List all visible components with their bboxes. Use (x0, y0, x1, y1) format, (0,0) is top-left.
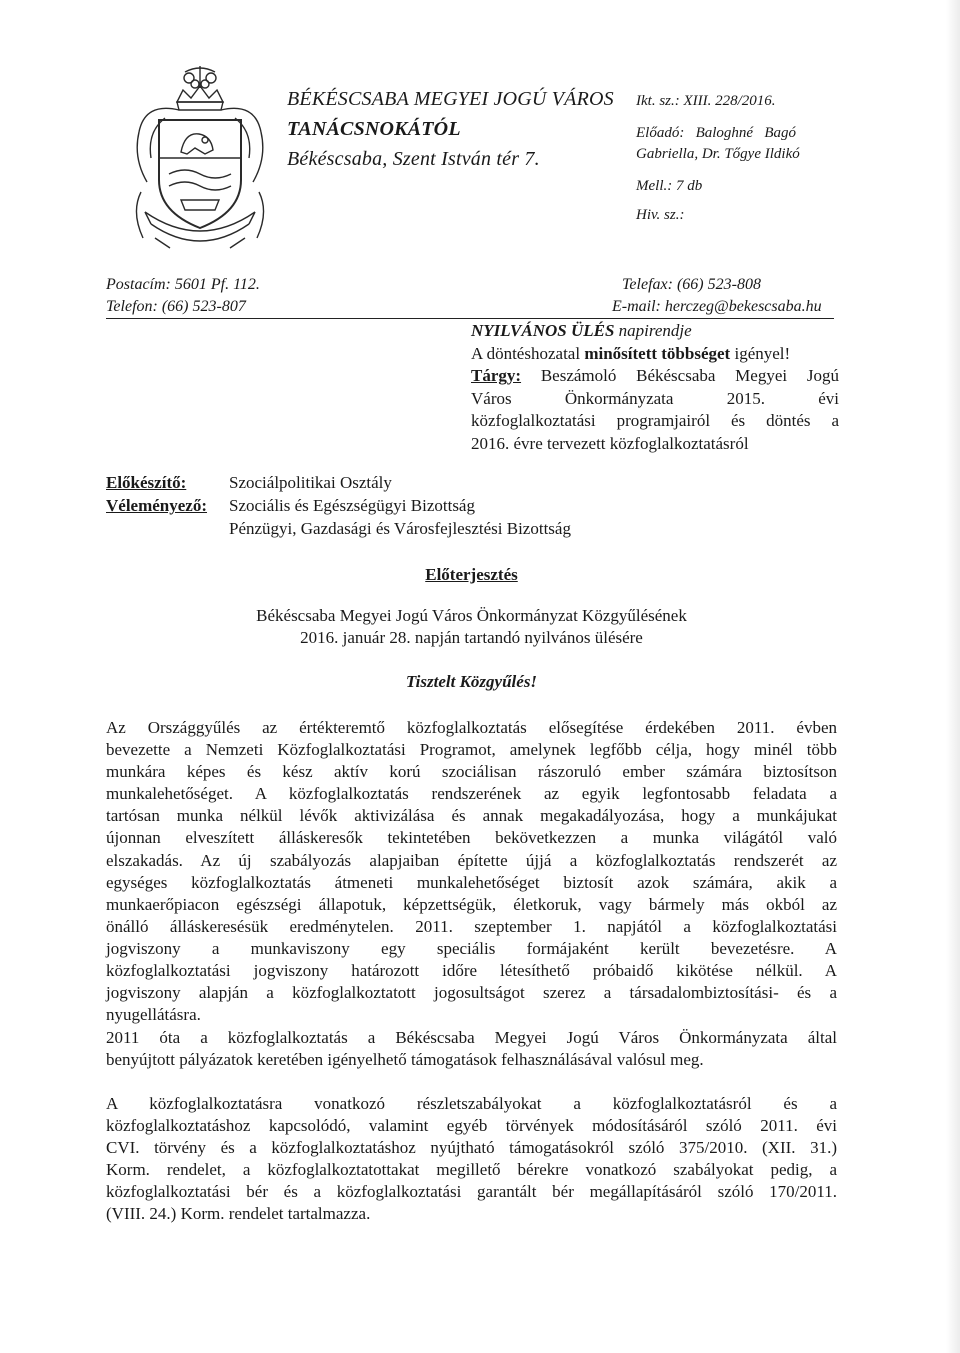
text-line: tartósan munka nélkül lévők aktivizálása és annak megakadályozása, hogy a munkájukat (106, 806, 837, 826)
subject-line4: 2016. évre tervezett közfoglalkoztatásról (471, 433, 749, 453)
text-line: munkalehetőséget. A közfoglalkoztatás rendszerének az egyik legfontosabb feladata a (106, 784, 837, 804)
presenter-line2: Gabriella, Dr. Tőgye Ildikó (636, 146, 800, 162)
text-line: közfoglalkoztatási jogviszony határozott időre létesíthető próbaidő kikötése nélkül. A (106, 961, 837, 981)
org-department: TANÁCSNOKÁTÓL (287, 118, 461, 140)
text-line: nyugellátásra. (106, 1005, 201, 1025)
paragraph-2 (106, 1027, 837, 1071)
text-line: munkaerőpiacon egészségi állapotuk, képzettségük, életkoruk, vagy bármely más okból az (106, 894, 837, 914)
reviewer-value-1: Szociális és Egészségügyi Bizottság (229, 496, 475, 515)
reviewer-label: Véleményező: (106, 496, 208, 515)
ikt-number: Ikt. sz.: XIII. 228/2016. (636, 93, 776, 109)
attachments: Mell.: 7 db (636, 178, 703, 194)
text-line: közfoglalkoztatási bér és a közfoglalkoztatási garantált bér megállapításáról szóló 170/2011. (106, 1182, 837, 1202)
session-title: NYILVÁNOS ÜLÉS napirendje (471, 321, 692, 340)
subject-line3: közfoglalkoztatási programjairól és döntés a (471, 411, 839, 430)
preparer-label: Előkészítő: (106, 473, 187, 492)
text-line: A közfoglalkoztatásra vonatkozó részletszabályokat a közfoglalkoztatásról és a (106, 1094, 837, 1113)
proposal-line1: Békéscsaba Megyei Jogú Város Önkormányzat Közgyűlésének (256, 606, 687, 625)
text-line: munkára képes és kész aktív korú szociálisan rászoruló ember számára biztosítson (106, 762, 837, 782)
text-line: jogviszony a munkaviszony egy speciális formájaként került bevezetésre. A (106, 938, 837, 958)
text-line: önálló álláskeresésük eredménytelen. 2011. szeptember 1. napjától a közfoglalkoztatási (106, 916, 837, 936)
salutation: Tisztelt Közgyűlés! (405, 672, 538, 691)
fax: Telefax: (66) 523-808 (622, 276, 761, 293)
presenter-line1: Előadó: Baloghné Bagó (636, 125, 796, 141)
header-divider (106, 318, 834, 319)
text-line: egységes közfoglalkoztatás átmeneti munkalehetőséget biztosít azok számára, akik a (106, 872, 837, 892)
text-line: bevezette a Nemzeti Közfoglalkoztatási Programot, amelynek legfőbb célja, hogy minél több (106, 740, 837, 760)
text-line: CVI. törvény és a közfoglalkoztatáshoz nyújtható támogatásokról szóló 375/2010. (XII. 31.) (106, 1138, 837, 1158)
text-line: Az Országgyűlés az értékteremtő közfoglalkoztatás elősegítése érdekében 2011. évben (106, 718, 837, 737)
text-line: 2011 óta a közfoglalkoztatás a Békéscsaba Megyei Jogú Város Önkormányzata által (106, 1028, 837, 1047)
text-line: közfoglalkoztatáshoz kapcsolódó, valamint egyéb törvények módosításáról szóló 2011. évi (106, 1116, 837, 1136)
text-line: benyújtott pályázatok keretében igényelhető támogatások felhasználásával valósul meg. (106, 1050, 704, 1070)
subject-line1: Tárgy: Beszámoló Békéscsaba Megyei Jogú (471, 366, 839, 385)
reference-number: Hiv. sz.: (636, 207, 685, 223)
paragraph-1 (106, 717, 837, 1026)
preparer-value: Szociálpolitikai Osztály (229, 473, 392, 492)
text-line: jogviszony alapján a közfoglalkoztatott jogosultságot szerez a társadalombiztosítási- és a (106, 983, 837, 1003)
subject-label: Tárgy: (471, 366, 522, 385)
email-link[interactable]: E-mail: herczeg@bekescsaba.hu (612, 298, 822, 315)
text-line: Korm. rendelet, a közfoglalkoztatottakat megillető bérekre vonatkozó szabályokat pedig, a (106, 1160, 837, 1180)
text-line: elszakadás. Az új szabályozás alapjaiban építette újjá a közfoglalkoztatás rendszerét az (106, 850, 837, 870)
reviewer-value-2: Pénzügyi, Gazdasági és Városfejlesztési Bizottság (229, 519, 571, 538)
proposal-line2: 2016. január 28. napján tartandó nyilvános ülésére (300, 628, 643, 647)
phone: Telefon: (66) 523-807 (106, 298, 246, 315)
text-line: újonnan elveszített álláskeresők tekintetében bekövetkezzen a munka világától való (106, 828, 837, 848)
org-name: BÉKÉSCSABA MEGYEI JOGÚ VÁROS (287, 88, 614, 110)
decision-note: A döntéshozatal minősített többséget igényel! (471, 343, 791, 363)
proposal-heading: Előterjesztés (425, 565, 518, 584)
text-line: (VIII. 24.) Korm. rendelet tartalmazza. (106, 1204, 371, 1224)
subject-line2: Város Önkormányzata 2015. évi (471, 388, 839, 408)
city-coat-of-arms-icon (125, 62, 275, 254)
org-address: Békéscsaba, Szent István tér 7. (287, 148, 540, 170)
agenda-block (471, 320, 839, 455)
paragraph-3 (106, 1093, 837, 1226)
postal-address: Postacím: 5601 Pf. 112. (106, 276, 260, 293)
page-edge-shadow (946, 0, 960, 1353)
